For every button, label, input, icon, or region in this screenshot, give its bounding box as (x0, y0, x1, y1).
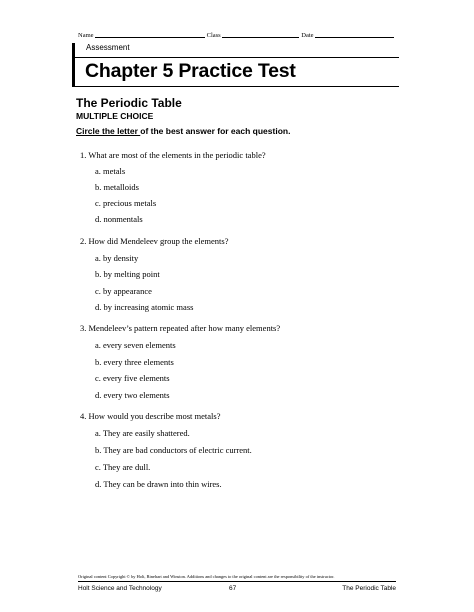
answer-option[interactable]: b. by melting point (95, 269, 160, 279)
footer-divider (78, 581, 396, 582)
section-subtitle: MULTIPLE CHOICE (76, 111, 154, 121)
title-divider (75, 86, 399, 87)
date-label: Date (301, 32, 314, 39)
title-bracket (72, 43, 75, 87)
answer-option[interactable]: a. every seven elements (95, 340, 176, 350)
class-blank[interactable] (222, 30, 300, 38)
copyright-notice: Original content Copyright © by Holt, Rinehart and Winston. Additions and changes to the original content are the responsibility of the instructor. (78, 574, 335, 579)
question-text: How did Mendeleev group the elements? (88, 236, 229, 246)
question-number: 4. (80, 411, 87, 421)
name-label: Name (78, 32, 94, 39)
answer-option[interactable]: a. They are easily shattered. (95, 428, 190, 438)
student-info-header (78, 30, 396, 39)
answer-option[interactable]: c. by appearance (95, 286, 152, 296)
answer-option[interactable]: d. every two elements (95, 390, 170, 400)
question-text: Mendeleev’s pattern repeated after how many elements? (88, 323, 281, 333)
answer-option[interactable]: a. metals (95, 166, 126, 176)
date-blank[interactable] (315, 30, 394, 38)
instructions-underlined: Circle the letter (76, 126, 141, 136)
question-4 (80, 411, 220, 421)
answer-option[interactable]: b. They are bad conductors of electric current. (95, 445, 252, 455)
footer-chapter-title: The Periodic Table (342, 585, 396, 592)
name-blank[interactable] (95, 30, 205, 38)
question-number: 2. (80, 236, 87, 246)
answer-option[interactable]: a. by density (95, 253, 139, 263)
question-text: What are most of the elements in the periodic table? (88, 150, 266, 160)
assessment-divider (75, 57, 399, 58)
question-3 (80, 323, 280, 333)
question-2 (80, 236, 228, 246)
answer-option[interactable]: c. precious metals (95, 198, 157, 208)
question-number: 3. (80, 323, 87, 333)
answer-option[interactable]: d. by increasing atomic mass (95, 302, 194, 312)
answer-option[interactable]: c. every five elements (95, 373, 170, 383)
answer-option[interactable]: d. They can be drawn into thin wires. (95, 479, 222, 489)
answer-option[interactable]: b. metalloids (95, 182, 139, 192)
answer-option[interactable]: c. They are dull. (95, 462, 151, 472)
instructions (76, 126, 290, 136)
answer-option[interactable]: b. every three elements (95, 357, 174, 367)
class-label: Class (206, 32, 221, 39)
footer-book-title: Holt Science and Technology (78, 585, 162, 592)
question-number: 1. (80, 150, 87, 160)
section-title: The Periodic Table (76, 96, 182, 110)
assessment-label: Assessment (86, 43, 130, 52)
instructions-rest: of the best answer for each question. (140, 126, 291, 136)
page-number: 67 (229, 585, 237, 592)
answer-option[interactable]: d. nonmentals (95, 214, 143, 224)
question-1 (80, 150, 266, 160)
page-title: Chapter 5 Practice Test (85, 60, 296, 82)
question-text: How would you describe most metals? (88, 411, 221, 421)
